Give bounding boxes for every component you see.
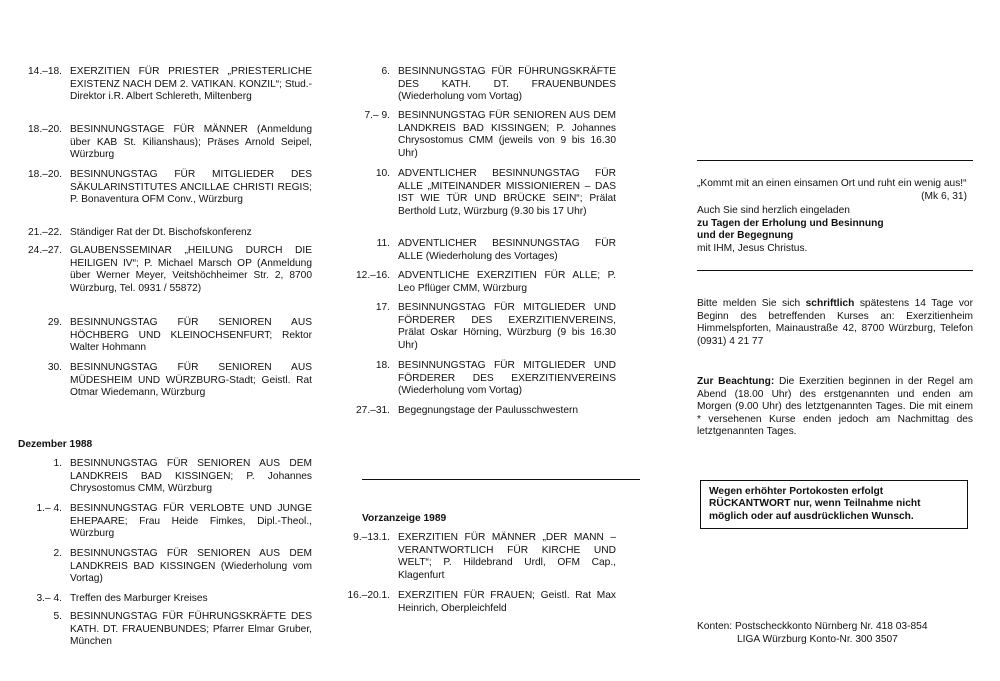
list-item (14, 124, 312, 162)
note-block (697, 376, 973, 439)
entry-text: ADVENTLICHER BESINNUNGSTAG FÜR ALLE (Wiederholung des Vortages) (398, 238, 616, 262)
entry-text: BESINNUNGSTAG FÜR MITGLIEDER DES SÄKULARINSTITUTES ANCILLAE CHRISTI REGIS; P. Bonaventura OFM Conv., Würzburg (70, 169, 312, 206)
entry-date: 27.–31. (356, 405, 390, 416)
quote-reference: (Mk 6, 31) (921, 190, 967, 202)
list-item (14, 503, 312, 541)
entry-text: EXERZITIEN FÜR PRIESTER „PRIESTERLICHE EXISTENZ NACH DEM 2. VATIKAN. KONZIL“; Stud.-Direktor i.R. Albert Schlereth, Miltenberg (70, 66, 312, 103)
invitation-block (697, 205, 973, 255)
list-item (14, 317, 312, 355)
list-item (14, 245, 312, 295)
entry-date: 11. (376, 238, 390, 249)
entry-date: 12.–16. (356, 270, 390, 281)
entry-text: BESINNUNGSTAGE FÜR MÄNNER (Anmeldung über KAB St. Kilianshaus); Präses Arnold Seipel, Würzburg (70, 124, 312, 161)
invitation-line-bold: und der Begegnung (697, 230, 794, 242)
list-item (340, 238, 616, 263)
entry-text: ADVENTLICHE EXERZITIEN FÜR ALLE; P. Leo Pflüger CMM, Würzburg (398, 270, 616, 294)
section-heading-preview: Vorzanzeige 1989 (362, 513, 447, 524)
section-heading-december: Dezember 1988 (18, 439, 93, 450)
postage-notice-box: Wegen erhöhter Portokosten erfolgt RÜCKANTWORT nur, wenn Teilnahme nicht möglich oder auf ausdrücklichen Wunsch. (700, 480, 968, 529)
entry-text: BESINNUNGSTAG FÜR FÜHRUNGSKRÄFTE DES KATH. DT. FRAUENBUNDES (Wiederholung vom Vortag) (398, 66, 616, 103)
bank-accounts (697, 621, 973, 646)
list-item (340, 360, 616, 398)
invitation-line: Auch Sie sind herzlich eingeladen (697, 205, 850, 216)
list-item (14, 458, 312, 496)
entry-text: Ständiger Rat der Dt. Bischofskonferenz (70, 227, 252, 238)
entry-text: BESINNUNGSTAG FÜR MITGLIEDER UND FÖRDERER DES EXERZITIENVEREINS (Wiederholung vom Vortag) (398, 360, 616, 397)
entry-date: 9.–13.1. (353, 532, 390, 543)
entry-date: 3.– 4. (36, 593, 62, 604)
note-label: Zur Beachtung: (697, 376, 775, 387)
list-item (340, 168, 616, 218)
entry-text: BESINNUNGSTAG FÜR FÜHRUNGSKRÄFTE DES KATH. DT. FRAUENBUNDES; Pfarrer Elmar Gruber, München (70, 611, 312, 648)
entry-text: ADVENTLICHER BESINNUNGSTAG FÜR ALLE „MITEINANDER MISSIONIEREN – DAS IST WIE TÜR UND BRÜCKE SEIN“; Prälat Berthold Lutz, Würzburg (9.30 bis 17 Uhr) (398, 168, 616, 217)
entry-date: 30. (47, 362, 62, 373)
entry-text: BESINNUNGSTAG FÜR SENIOREN AUS HÖCHBERG UND KLEINOCHSENFURT; Rektor Walter Hohmann (70, 317, 312, 354)
invitation-line-bold: zu Tagen der Erholung und Besinnung (697, 217, 884, 229)
list-item (14, 611, 312, 649)
entry-date: 1. (53, 458, 62, 469)
registration-emphasis: schriftlich (805, 298, 855, 309)
account-line: Konten: Postscheckkonto Nürnberg Nr. 418 03-854 (697, 621, 928, 632)
list-item (340, 405, 616, 418)
quote-block (697, 178, 973, 203)
list-item (14, 169, 312, 207)
registration-info (697, 298, 973, 348)
divider (362, 479, 640, 480)
entry-date: 2. (53, 548, 62, 559)
list-item (14, 548, 312, 586)
registration-text: Bitte melden Sie sich (697, 298, 806, 309)
entry-date: 21.–22. (28, 227, 62, 238)
list-item (340, 66, 616, 104)
entry-text: EXERZITIEN FÜR FRAUEN; Geistl. Rat Max Heinrich, Oberpleichfeld (398, 590, 616, 614)
list-item (340, 270, 616, 295)
entry-date: 29. (47, 317, 62, 328)
entry-text: BESINNUNGSTAG FÜR VERLOBTE UND JUNGE EHEPAARE; Frau Heide Fimkes, Dipl.-Theol., Würzburg (70, 503, 312, 540)
entry-date: 18. (375, 360, 390, 371)
entry-text: Begegnungstage der Paulusschwestern (398, 405, 579, 416)
entry-text: BESINNUNGSTAG FÜR SENIOREN AUS DEM LANDKREIS BAD KISSINGEN; P. Johannes Chrysostomus CMM, Würzburg (70, 458, 312, 495)
invitation-line: mit IHM, Jesus Christus. (697, 242, 808, 254)
entry-text: Treffen des Marburger Kreises (70, 593, 208, 604)
entry-text: BESINNUNGSTAG FÜR MITGLIEDER UND FÖRDERER DES EXERZITIENVEREINS, Prälat Oskar Hörning, Würzburg (9 bis 16.30 Uhr) (398, 302, 616, 351)
entry-date: 1.– 4. (36, 503, 62, 514)
note-text: Die Exerzitien beginnen in der Regel am Abend (18.00 Uhr) des erstgenannten und enden am Morgen (9.00 Uhr) des letztgenannten Tages. Die mit einem * versehenen Kurse enden jedoch am Nachmittag des letztgenannten Tages. (697, 376, 973, 438)
entry-text: BESINNUNGSTAG FÜR SENIOREN AUS MÜDESHEIM UND WÜRZBURG-Stadt; Geistl. Rat Otmar Wiedemann, Würzburg (70, 362, 312, 399)
entry-date: 18.–20. (28, 169, 62, 180)
list-item (340, 302, 616, 352)
list-item (14, 362, 312, 400)
entry-text: EXERZITIEN FÜR MÄNNER „DER MANN – VERANTWORTLICH FÜR KIRCHE UND WELT“; P. Hildebrand Urdl, OFM Cap., Klagenfurt (398, 532, 616, 581)
divider (697, 270, 973, 271)
entry-date: 18.–20. (28, 124, 62, 135)
account-line: LIGA Würzburg Konto-Nr. 300 3507 (737, 633, 898, 645)
divider (697, 160, 973, 161)
quote-text: „Kommt mit an einen einsamen Ort und ruht ein wenig aus!“ (697, 178, 967, 189)
registration-text: spätestens 14 Tage vor Beginn des betreffenden Kurses an: Exerzitienheim Himmelspforten, Mainaustraße 42, 8700 Würzburg, Telefon (0931) 4 21 77 (697, 298, 973, 347)
entry-date: 14.–18. (28, 66, 62, 77)
entry-date: 5. (53, 611, 62, 622)
entry-date: 7.– 9. (364, 110, 390, 121)
entry-text: BESINNUNGSTAG FÜR SENIOREN AUS DEM LANDKREIS BAD KISSINGEN (Wiederholung vom Vortag) (70, 548, 312, 585)
entry-text: GLAUBENSSEMINAR „HEILUNG DURCH DIE HEILIGEN IV“; P. Michael Marsch OP (Anmeldung über Werner Meyer, Veitshöchheimer Str. 2, 8700 Würzburg, Tel. 0931 / 55872) (70, 245, 312, 294)
entry-date: 24.–27. (28, 245, 62, 256)
entry-date: 10. (375, 168, 390, 179)
list-item (14, 66, 312, 104)
entry-text: BESINNUNGSTAG FÜR SENIOREN AUS DEM LANDKREIS BAD KISSINGEN; P. Johannes Chrysostomus CMM (jeweils von 9 bis 16.30 Uhr) (398, 110, 616, 159)
entry-date: 16.–20.1. (347, 590, 390, 601)
list-item (340, 590, 616, 615)
entry-date: 17. (375, 302, 390, 313)
list-item (340, 532, 616, 582)
list-item (14, 593, 312, 606)
list-item (340, 110, 616, 160)
entry-date: 6. (381, 66, 390, 77)
list-item (14, 227, 312, 240)
